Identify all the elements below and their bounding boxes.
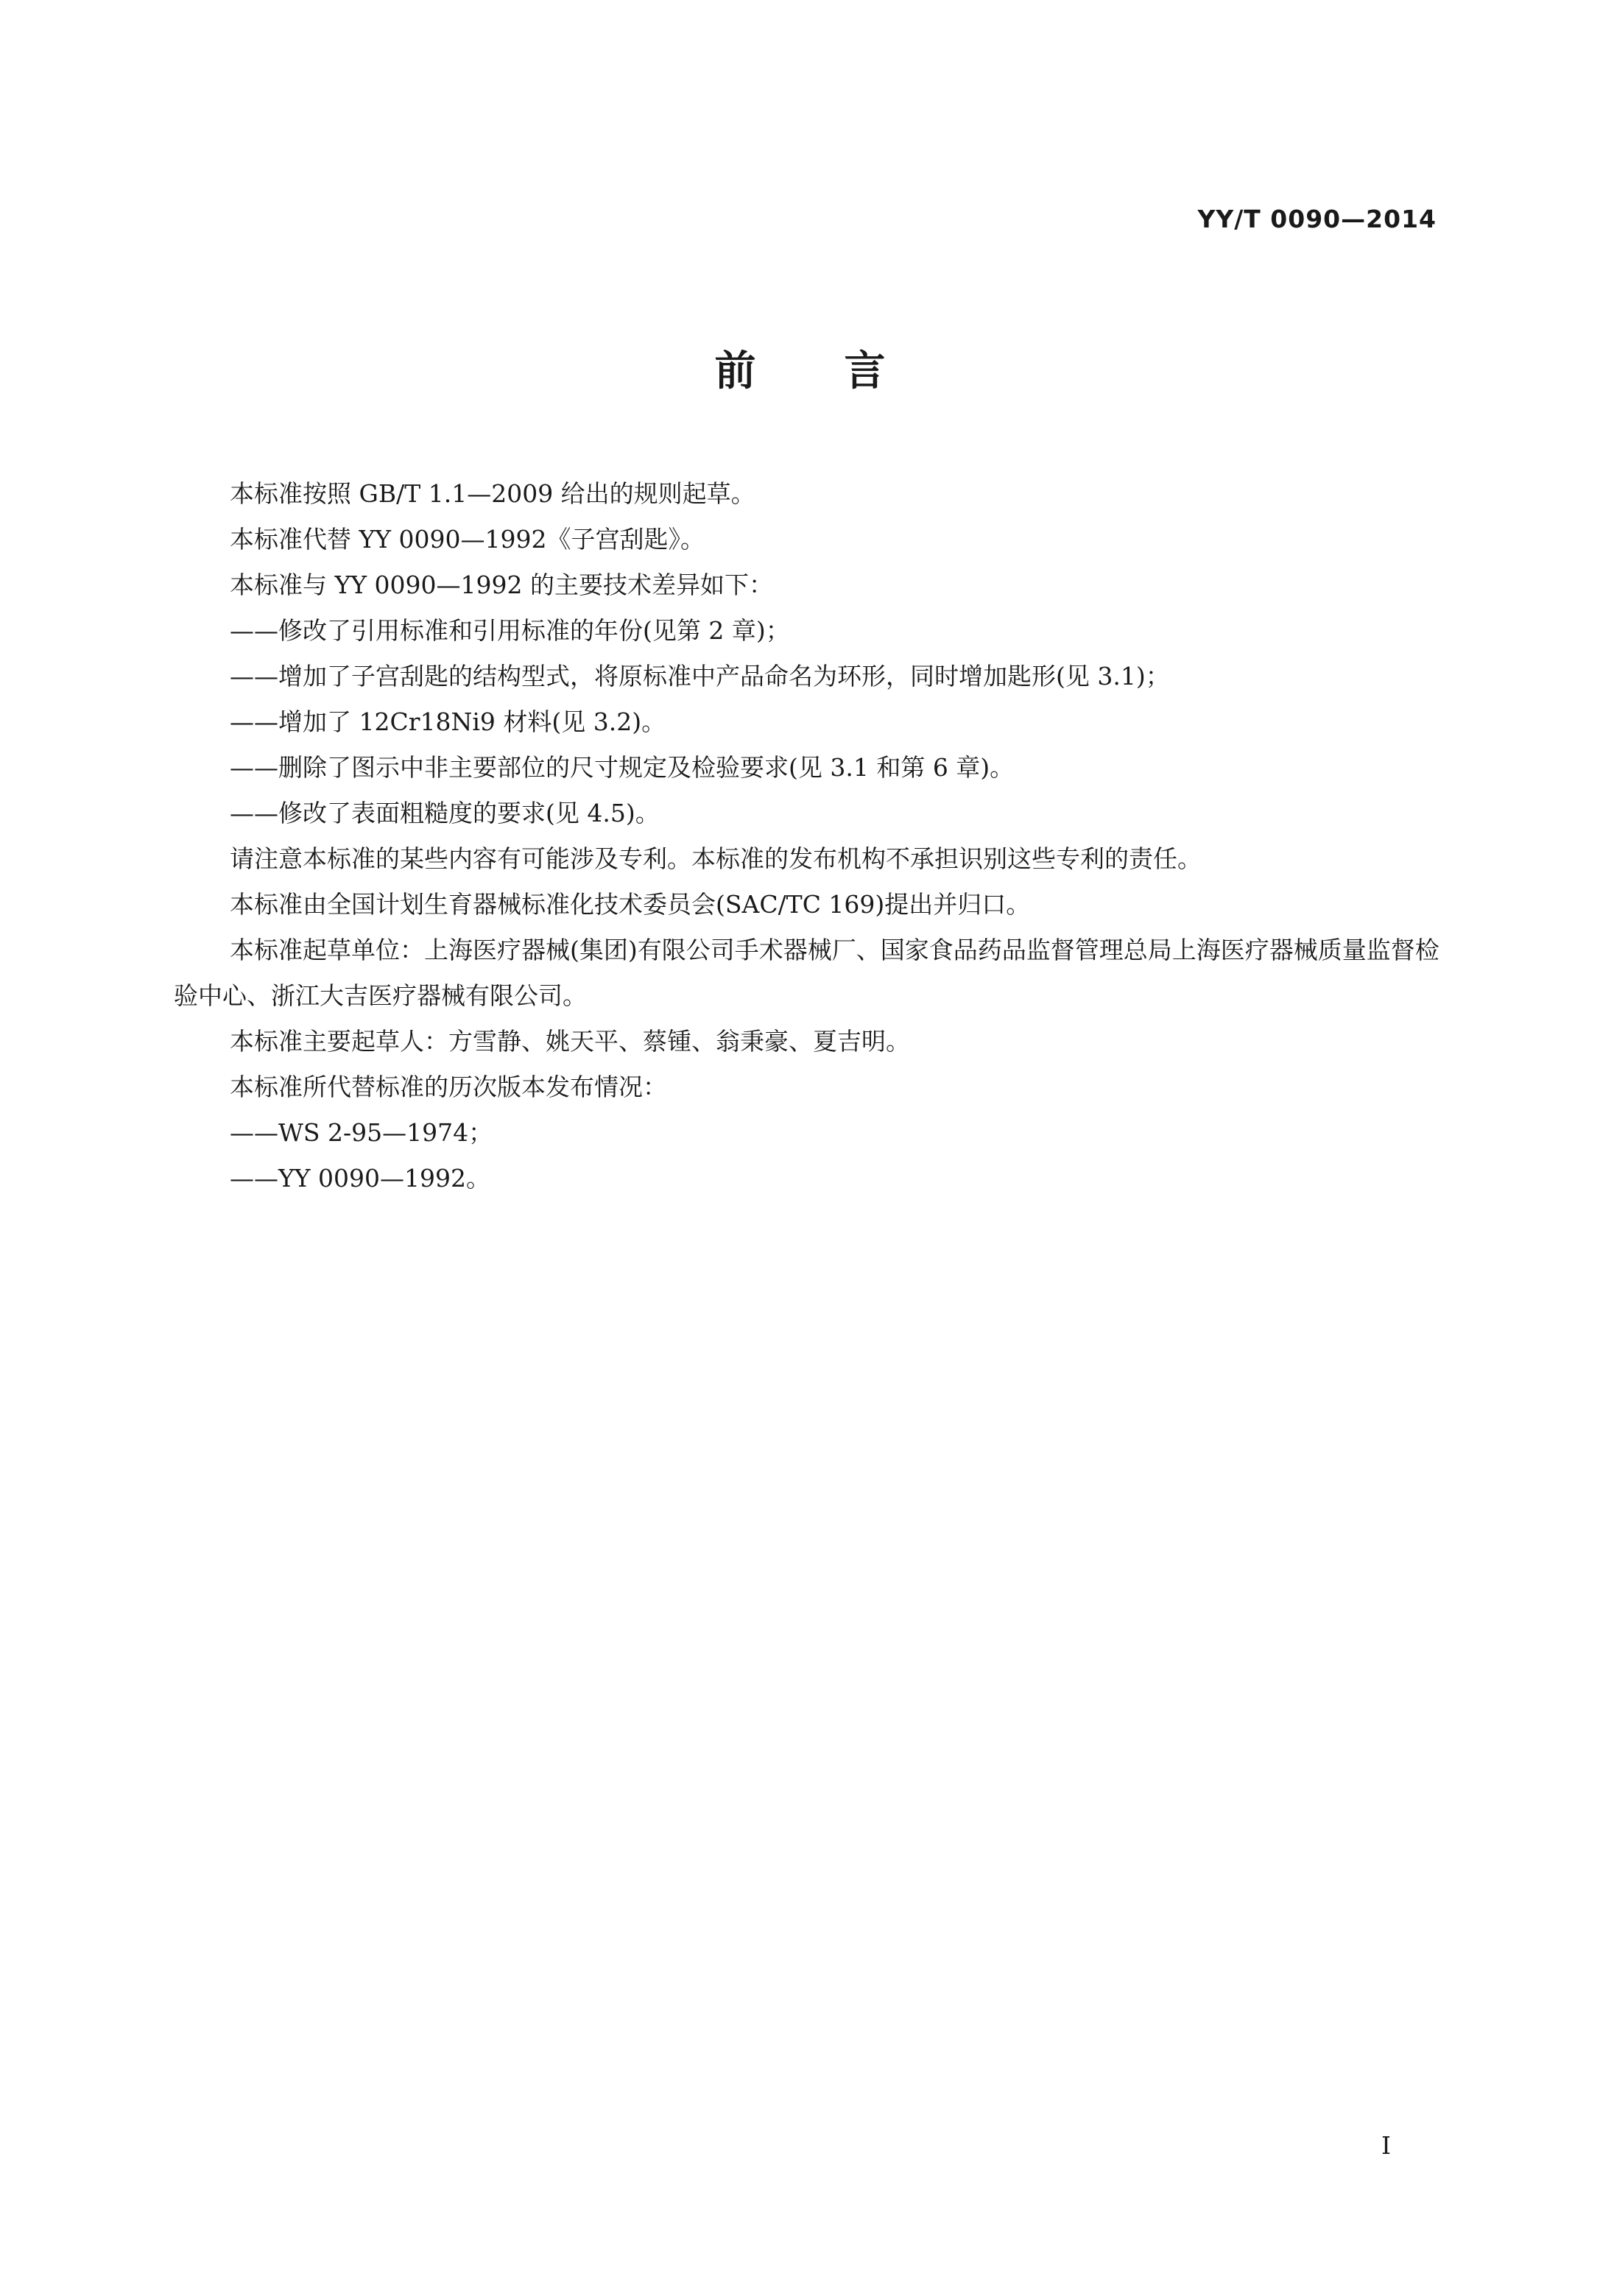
difference-item: ——修改了引用标准和引用标准的年份(见第 2 章)； — [230, 616, 790, 645]
difference-item: ——增加了 12Cr18Ni9 材料(见 3.2)。 — [230, 707, 666, 736]
paragraph-history-intro: 本标准所代替标准的历次版本发布情况： — [230, 1073, 667, 1101]
history-item: ——WS 2-95—1974； — [230, 1118, 493, 1147]
paragraph-drafting-units: 本标准起草单位：上海医疗器械(集团)有限公司手术器械厂、国家食品药品监督管理总局上海医疗器械质量监督检验中心、浙江大吉医疗器械有限公司。 — [174, 936, 1439, 1010]
paragraph-drafting-rules: 本标准按照 GB/T 1.1—2009 给出的规则起草。 — [230, 479, 755, 508]
difference-item: ——增加了子宫刮匙的结构型式，将原标准中产品命名为环形，同时增加匙形(见 3.1)； — [230, 662, 1170, 690]
page-title: 前言 — [714, 347, 974, 395]
standard-code: YY/T 0090—2014 — [1197, 205, 1437, 233]
paragraph-drafters: 本标准主要起草人：方雪静、姚天平、蔡锺、翁秉豪、夏吉明。 — [230, 1027, 910, 1056]
history-item: ——YY 0090—1992。 — [230, 1164, 491, 1193]
paragraph-proposed-by: 本标准由全国计划生育器械标准化技术委员会(SAC/TC 169)提出并归口。 — [230, 890, 1031, 919]
paragraph-differences-intro: 本标准与 YY 0090—1992 的主要技术差异如下： — [230, 571, 774, 599]
difference-item: ——删除了图示中非主要部位的尺寸规定及检验要求(见 3.1 和第 6 章)。 — [230, 753, 1015, 782]
paragraph-patent-notice: 请注意本标准的某些内容有可能涉及专利。本标准的发布机构不承担识别这些专利的责任。 — [230, 844, 1202, 873]
page-number: I — [1381, 2131, 1391, 2160]
paragraph-replaces: 本标准代替 YY 0090—1992《子宫刮匙》。 — [230, 525, 705, 554]
foreword-body — [174, 471, 1440, 1201]
difference-item: ——修改了表面粗糙度的要求(见 4.5)。 — [230, 799, 660, 827]
